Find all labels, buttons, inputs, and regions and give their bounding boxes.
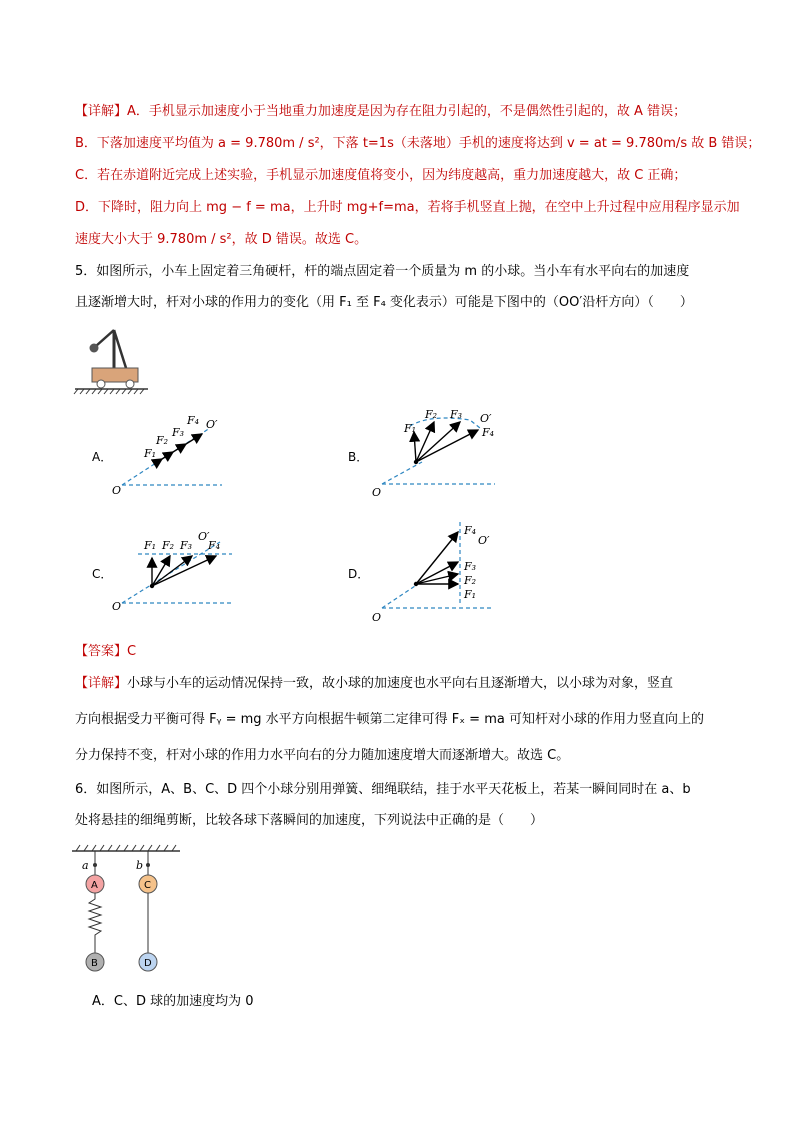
q5-option-b-figure [370,402,500,506]
q5-option-c-figure [110,528,240,622]
q5-option-d-label: D． [348,567,370,581]
fig-c-f4: F₄ [208,539,221,552]
fig-c-oprime: O′ [198,530,210,543]
q5-option-b-label: B． [348,450,369,464]
fig-a-o: O [112,484,122,497]
detail2-line-3: 分力保持不变，杆对小球的作用力水平向右的分力随加速度增大而逐渐增大。故选 C。 [75,748,570,763]
detail1-line-c: C．若在赤道附近完成上述实验，手机显示加速度值将变小，因为纬度越高，重力加速度越大，故 C 正确； [75,168,687,183]
ball-d: D [144,958,152,969]
fig-d-f4: F₄ [464,524,477,537]
fig-a-f1: F₁ [144,447,157,460]
fig-a-f2: F₂ [156,434,169,447]
fig-c-f2: F₂ [162,539,175,552]
ball-a: A [91,880,98,891]
ball-c: C [144,880,151,891]
fig-a-f4: F₄ [187,414,200,427]
q6-option-a: A．C、D 球的加速度均为 0 [92,994,254,1009]
detail2-text-1: 小球与小车的运动情况保持一致，故小球的加速度也水平向右且逐渐增大，以小球为对象，竖直 [127,676,674,691]
fig-b-f2: F₂ [425,408,438,421]
detail1-line-d1: D．下降时，阻力向上 mg − f = ma，上升时 mg+f=ma，若将手机竖直上抛，在空中上升过程中应用程序显示加 [75,200,740,215]
q5-option-a-figure [110,410,240,504]
detail1-line-b: B．下落加速度平均值为 a = 9.780m / s²，下落 t=1s（未落地）手机的速度将达到 v = at = 9.780m/s 故 B 错误； [75,136,761,151]
answer-tag: 【答案】 [75,644,128,659]
q5-option-c-label: C． [92,567,113,581]
detail2-line-2: 方向根据受力平衡可得 Fᵧ = mg 水平方向根据牛顿第二定律可得 Fₓ = ma 可知杆对小球的作用力竖直向上的 [75,712,704,727]
answer-value: C [127,644,137,659]
detail2-tag: 【详解】 [75,676,128,691]
fig-d-o: O [372,611,382,624]
cart-figure [70,322,150,401]
fig-c-f1: F₁ [144,539,157,552]
fig-b-f3: F₃ [450,408,463,421]
fig-b-o: O [372,486,382,499]
ball-b: B [91,958,98,969]
detail1-line-a [75,102,686,122]
fig-b-oprime: O′ [480,412,492,425]
fig-d-oprime: O′ [478,534,490,547]
fig-d-f2: F₂ [464,574,477,587]
detail1-tag: 【详解】 [75,104,128,119]
label-a: a [82,859,89,872]
q6-line-1: 6．如图所示，A、B、C、D 四个小球分别用弹簧、细绳联结，挂于水平天花板上，若某一瞬间同时在 a、b [75,782,691,797]
q6-line-2: 处将悬挂的细绳剪断，比较各球下落瞬间的加速度，下列说法中正确的是（ ） [75,813,544,828]
answer-line [75,642,136,662]
label-b: b [136,859,144,872]
fig-c-o: O [112,600,122,613]
q5-option-a-label: A． [92,450,113,464]
q5-option-d-figure [370,518,500,632]
detail2-line-1 [75,674,673,694]
fig-a-f3: F₃ [172,426,185,439]
fig-b-f4: F₄ [482,426,495,439]
fig-d-f1: F₁ [464,588,477,601]
q5-line-2: 且逐渐增大时，杆对小球的作用力的变化（用 F₁ 至 F₄ 变化表示）可能是下图中的（OO′沿杆方向）（ ） [75,295,693,310]
balls-figure [70,843,190,982]
fig-b-f1: F₁ [404,422,417,435]
detail1-a-text: A．手机显示加速度小于当地重力加速度是因为存在阻力引起的，不是偶然性引起的，故 A 错误； [127,104,687,119]
fig-c-f3: F₃ [180,539,193,552]
q5-line-1: 5．如图所示，小车上固定着三角硬杆，杆的端点固定着一个质量为 m 的小球。当小车有水平向右的加速度 [75,264,690,279]
detail1-line-d2: 速度大小大于 9.780m / s²，故 D 错误。故选 C。 [75,232,368,247]
fig-a-oprime: O′ [206,418,218,431]
fig-d-f3: F₃ [464,560,477,573]
